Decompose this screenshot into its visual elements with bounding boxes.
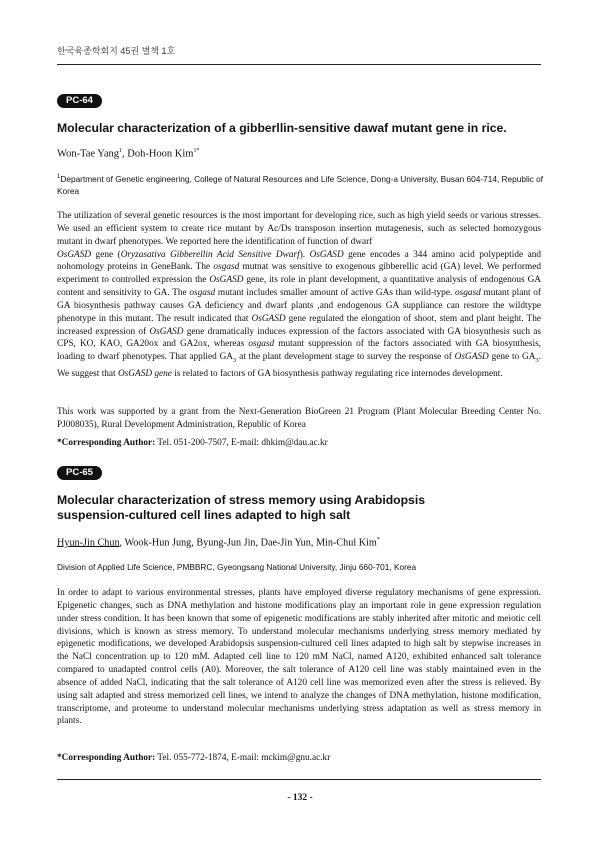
author-superscript: 1* (193, 148, 200, 154)
abstract-title: Molecular characterization of a gibberllin-sensitive dawaf mutant gene in rice. (57, 121, 507, 135)
author-superscript: * (376, 537, 380, 543)
corresponding-info: Tel. 055-772-1874, E-mail: mckim@gnu.ac.kr (155, 753, 331, 763)
abstract-body: In order to adapt to various environmental stresses, plants have employed diverse regulatory mechanisms of gene expression. Epigenetic changes, such as DNA methylation and histone modifications play an important role in gene expression regulation under stress condition. It has been known that some of epigenetic modifications are stably inherited after mitotic and meiotic cell divisions, which is known as stress memory. To understand molecular mechanisms underlying stress memory mediated by epigenetic modifications, we developed Arabidopsis suspension-cultured cell lines adapted to high salt by stepwise increases in the NaCl concentration up to 120 mM. Adapted cell line to 120 mM NaCl, named A120, exhibited enhanced salt tolerance compared to unadapted control cells (A0). Moreover, the salt tolerance of A120 cell line was stably maintained even in the absence of added NaCl, indicating that the salt tolerance of A120 cell line was memorized even after the stress is relieved. By using salt adapted and stress memorized cell lines, we intend to analyze the changes of DNA methylation, histone modification, transcriptome, and proteome to understand molecular mechanisms underlying stress adaptation as well as stress memory in plants. (57, 588, 541, 727)
corresponding-author (57, 438, 328, 448)
affiliation-superscript: 1 (57, 174, 61, 180)
author-list (57, 537, 380, 548)
corresponding-info: Tel. 051-200-7507, E-mail: dhkim@dau.ac.kr (155, 438, 328, 448)
affiliation (57, 171, 547, 197)
author-name: Won-Tae Yang (57, 148, 119, 160)
abstract-body: The utilization of several genetic resources is the most important for developing rice, such as high yield seeds or various stresses. We used an efficient system to create rice mutant by Ac/Ds transposon insertion mutagenesis, such as selected homozygous mutant in dwarf phenotypes. We reported here the identification of function of dwarf OsGASD gene (Oryzasativa Gibberellin Acid Sensitive Dwarf). OsGASD gene encodes a 344 amino acid polypeptide and nohomology proteins in GeneBank. The osgasd mutnat was sensitive to exogenous gibberellic acid (GA) level. We performed experiment to controlled expression the OsGASD gene, its role in plant development, a quantitative analysis of endogenous GA content and sensitivity to GA. The osgasd mutant includes smaller amount of active GAs than wild-type. osgasd mutant plant of GA biosynthesis pathway causes GA deficiency and dwarf plants ,and endogenous GA suppliance can restore the wildtype phenotype in this mutant. The result indicated that OsGASD gene regulated the elongation of shoot, stem and plant height. The increased expression of OsGASD gene dramatically induces expression of the factors associated with GA biosynthesis such as CPS, KO, KAO, GA20ox and GA2ox, whereas osgasd mutant suppression of the factors associated with GA biosynthesis, loading to dwarf phenotypes. That applied $GA_3$ at the plant development stage to survey the response of OsGASD gene to $GA_3$. We suggest that OsGASD gene is related to factors of GA biosynthesis pathway regulating rice internodes development. (57, 211, 542, 379)
species-name: Oryzasativa Gibberellin Acid Sensitive Dwarf (120, 249, 300, 260)
gene-name: OsGASD (251, 313, 286, 324)
running-head: 한국육종학회지 45권 별책 1호 (57, 46, 176, 56)
header-rule (57, 64, 541, 65)
author-superscript: 1 (119, 148, 122, 154)
corresponding-label: *Corresponding Author: (57, 438, 156, 448)
author-list: Won-Tae Yang$^1$, Doh-Hoon Kim$^{1*}$ (57, 148, 200, 160)
affiliation-text: Department of Genetic engineering, College of Natural Resources and Life Science, Dong-a University, Busan 604-714, Republic of Korea (57, 173, 544, 196)
corresponding-author (57, 753, 330, 763)
corresponding-label: *Corresponding Author: (57, 753, 156, 763)
mutant-name: osgasd (454, 288, 481, 299)
funding-note: This work was supported by a grant from the Next-Generation BioGreen 21 Program (Plant Molecular Breeding Center No. PJ008035), Rural Development Administration, Republic of Korea (57, 407, 541, 430)
abstract-title: Molecular characterization of stress memory using Arabidopsis suspension-cultured cell lines adapted to high salt (57, 493, 425, 522)
abstract-code-badge: PC-64 (57, 94, 102, 108)
mutant-name: osgasd (248, 339, 275, 350)
abstract-code-badge: PC-65 (57, 466, 102, 480)
co-authors: , Wook-Hun Jung, Byung-Jun Jin, Dae-Jin Yun, Min-Chul Kim (119, 537, 377, 549)
gene-name: OsGASD (209, 275, 244, 286)
page-number: - 132 - (287, 793, 313, 803)
affiliation: Division of Applied Life Science, PMBBRC, Gyeongsang National University, Jinju 660-701, Korea (57, 562, 417, 572)
gene-name: OsGASD (57, 249, 92, 260)
author-name: Doh-Hoon Kim (127, 148, 194, 160)
mutant-name: osgasd (213, 262, 240, 273)
presenting-author: Hyun-Jin Chun (57, 537, 120, 549)
gene-phrase: OsGASD gene (117, 368, 172, 379)
gene-name: OsGASD (309, 249, 344, 260)
footer-rule (57, 779, 541, 780)
gene-name: OsGASD (454, 352, 489, 363)
gene-name: OsGASD (149, 326, 184, 337)
mutant-name: osgasd (189, 288, 216, 299)
